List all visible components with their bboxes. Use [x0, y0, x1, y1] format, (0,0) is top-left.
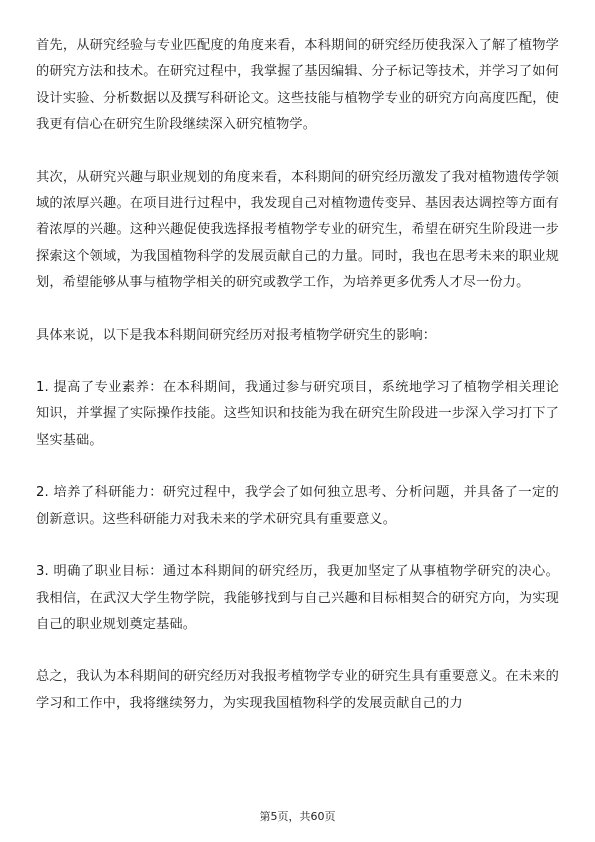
list-item-career-goal: 3. 明确了职业目标：通过本科期间的研究经历，我更加坚定了从事植物学研究的决心。我相信，在武汉大学生物学院，我能够找到与自己兴趣和目标相契合的研究方向，为实现自己的职业规划奠定基础。: [36, 564, 559, 632]
paragraph-conclusion: 总之，我认为本科期间的研究经历对我报考植物学专业的研究生具有重要意义。在未来的学习和工作中，我将继续努力，为实现我国植物科学的发展贡献自己的力: [36, 669, 559, 711]
page-body: [36, 33, 559, 717]
paragraph-specific-intro: 具体来说，以下是我本科期间研究经历对报考植物学研究生的影响：: [36, 327, 437, 343]
page-number-footer: 第5页，共60页: [259, 810, 336, 823]
paragraph-research-experience: 首先，从研究经验与专业匹配度的角度来看，本科期间的研究经历使我深入了解了植物学的研究方法和技术。在研究过程中，我掌握了基因编辑、分子标记等技术，并学习了如何设计实验、分析数据以及撰写科研论文。这些技能与植物学专业的研究方向高度匹配，使我更有信心在研究生阶段继续深入研究植物学。: [36, 38, 559, 133]
list-item-research-ability: 2. 培养了科研能力：研究过程中，我学会了如何独立思考、分析问题，并具备了一定的创新意识。这些科研能力对我未来的学术研究具有重要意义。: [36, 485, 559, 527]
paragraph-research-interest: 其次，从研究兴趣与职业规划的角度来看，本科期间的研究经历激发了我对植物遗传学领域的浓厚兴趣。在项目进行过程中，我发现自己对植物遗传变异、基因表达调控等方面有着浓厚的兴趣。这种兴趣促使我选择报考植物学专业的研究生，希望在研究生阶段进一步探索这个领域，为我国植物科学的发展贡献自己的力量。同时，我也在思考未来的职业规划，希望能够从事与植物学相关的研究或教学工作，为培养更多优秀人才尽一份力。: [36, 169, 559, 291]
list-item-professional-quality: 1. 提高了专业素养：在本科期间，我通过参与研究项目，系统地学习了植物学相关理论知识，并掌握了实际操作技能。这些知识和技能为我在研究生阶段进一步深入学习打下了坚实基础。: [36, 380, 559, 448]
